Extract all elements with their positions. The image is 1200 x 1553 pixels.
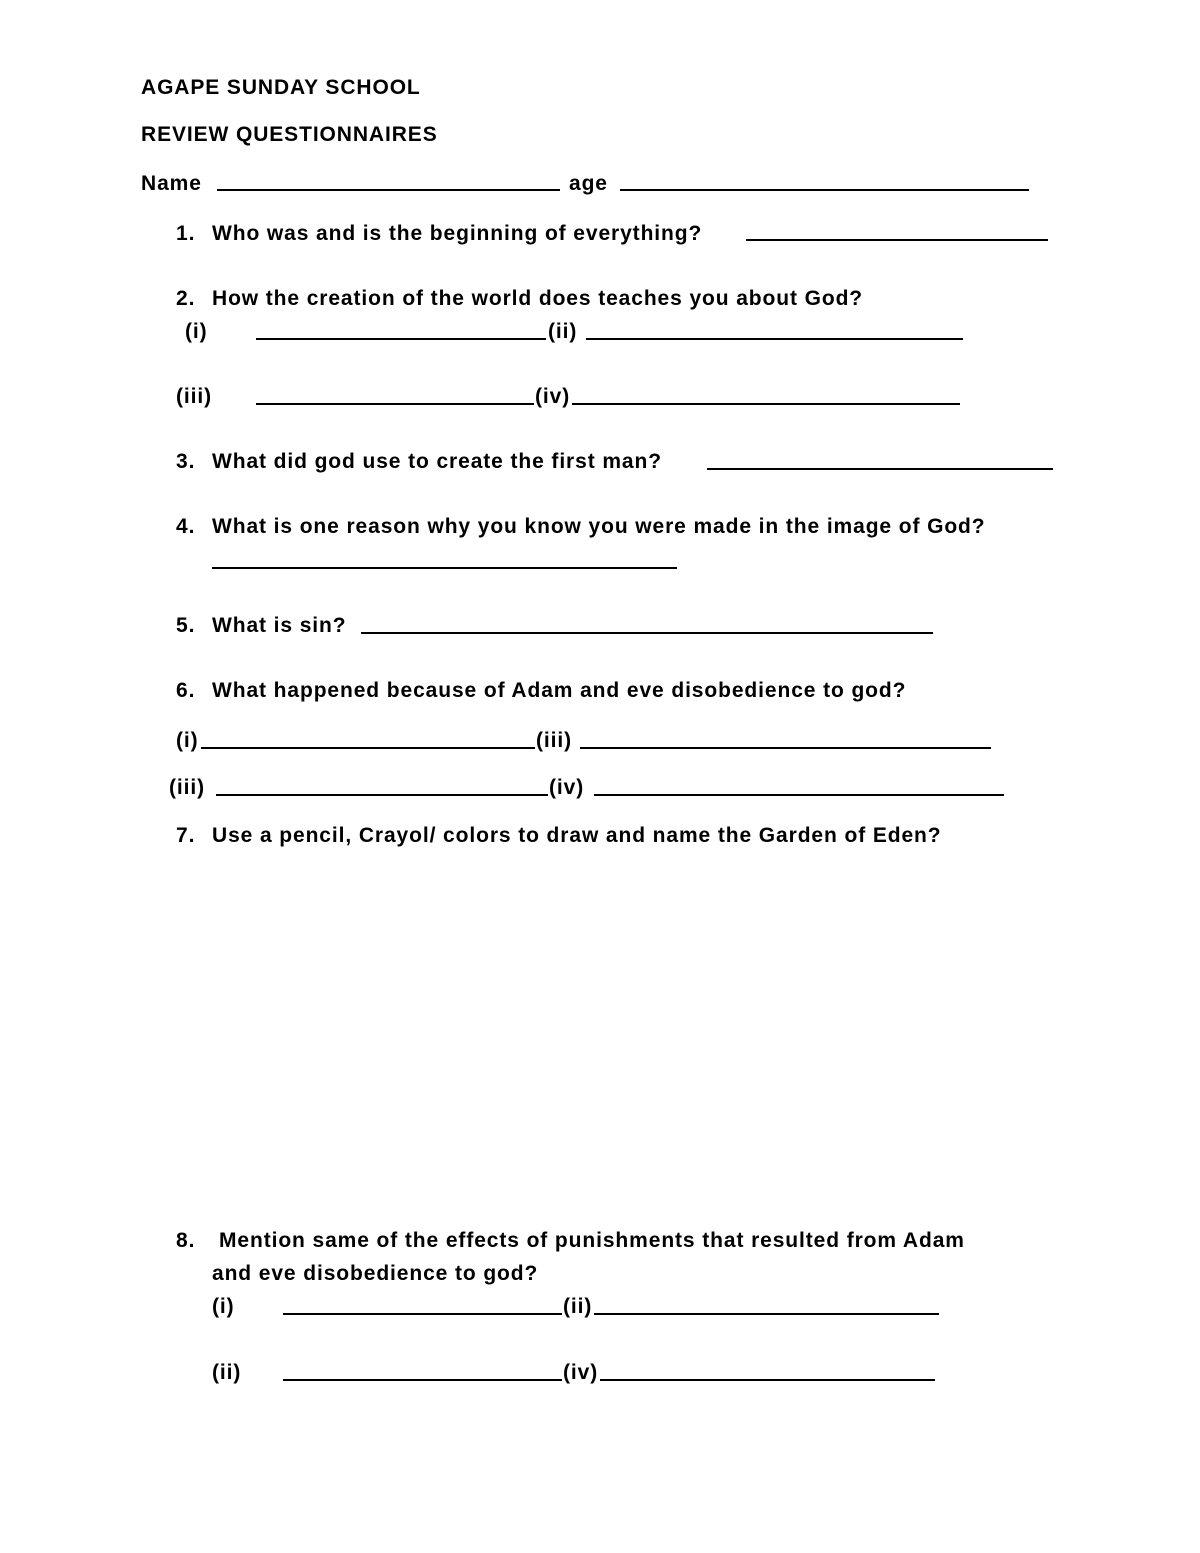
question-2-answer-iii[interactable] xyxy=(256,403,534,405)
question-2-label-iv: (iv) xyxy=(535,385,571,408)
question-7-number: 7. xyxy=(176,824,196,847)
question-3-text: What did god use to create the first man? xyxy=(212,450,662,473)
question-8-label-ii-a: (ii) xyxy=(563,1295,593,1318)
question-6-label-iii-b: (iii) xyxy=(169,776,205,799)
question-6-answer-iii-a[interactable] xyxy=(580,747,991,749)
question-4-number: 4. xyxy=(176,515,196,538)
question-1-answer-field[interactable] xyxy=(746,239,1048,241)
question-8-answer-iv[interactable] xyxy=(600,1379,935,1381)
question-6-answer-iii-b[interactable] xyxy=(216,794,548,796)
question-6-text: What happened because of Adam and eve disobedience to god? xyxy=(212,679,907,702)
question-1-text: Who was and is the beginning of everything? xyxy=(212,222,703,245)
question-2-label-iii: (iii) xyxy=(176,385,212,408)
age-label: age xyxy=(569,172,608,195)
question-5-number: 5. xyxy=(176,614,196,637)
school-title: AGAPE SUNDAY SCHOOL xyxy=(141,76,421,99)
question-2-number: 2. xyxy=(176,287,196,310)
question-2-text: How the creation of the world does teaches you about God? xyxy=(212,287,864,310)
question-8-text-line2: and eve disobedience to god? xyxy=(212,1262,539,1285)
question-2-answer-i[interactable] xyxy=(256,338,546,340)
question-8-answer-i[interactable] xyxy=(283,1313,562,1315)
question-3-number: 3. xyxy=(176,450,196,473)
name-field[interactable] xyxy=(217,189,560,191)
question-6-label-i: (i) xyxy=(176,729,199,752)
question-8-answer-ii-a[interactable] xyxy=(594,1313,939,1315)
name-label: Name xyxy=(141,172,202,195)
question-4-answer-field[interactable] xyxy=(212,567,677,569)
drawing-area[interactable] xyxy=(176,862,1036,1212)
question-6-number: 6. xyxy=(176,679,196,702)
question-6-answer-i[interactable] xyxy=(201,747,535,749)
question-2-answer-ii[interactable] xyxy=(586,338,963,340)
question-3-answer-field[interactable] xyxy=(707,468,1053,470)
question-6-answer-iv[interactable] xyxy=(594,794,1004,796)
question-8-label-ii-b: (ii) xyxy=(212,1361,242,1384)
question-2-label-ii: (ii) xyxy=(548,320,578,343)
question-1-number: 1. xyxy=(176,222,196,245)
question-7-text: Use a pencil, Crayol/ colors to draw and name the Garden of Eden? xyxy=(212,824,942,847)
question-8-label-i: (i) xyxy=(212,1295,235,1318)
question-8-label-iv: (iv) xyxy=(563,1361,599,1384)
question-8-number: 8. xyxy=(176,1229,196,1252)
question-6-label-iii-a: (iii) xyxy=(536,729,572,752)
question-6-label-iv: (iv) xyxy=(549,776,585,799)
question-5-text: What is sin? xyxy=(212,614,347,637)
question-5-answer-field[interactable] xyxy=(361,632,933,634)
question-4-text: What is one reason why you know you were made in the image of God? xyxy=(212,515,986,538)
question-2-label-i: (i) xyxy=(185,320,208,343)
question-8-answer-ii-b[interactable] xyxy=(283,1379,562,1381)
document-subtitle: REVIEW QUESTIONNAIRES xyxy=(141,123,438,146)
question-8-text-line1: Mention same of the effects of punishments that resulted from Adam xyxy=(219,1229,965,1252)
question-2-answer-iv[interactable] xyxy=(572,403,960,405)
age-field[interactable] xyxy=(620,189,1029,191)
